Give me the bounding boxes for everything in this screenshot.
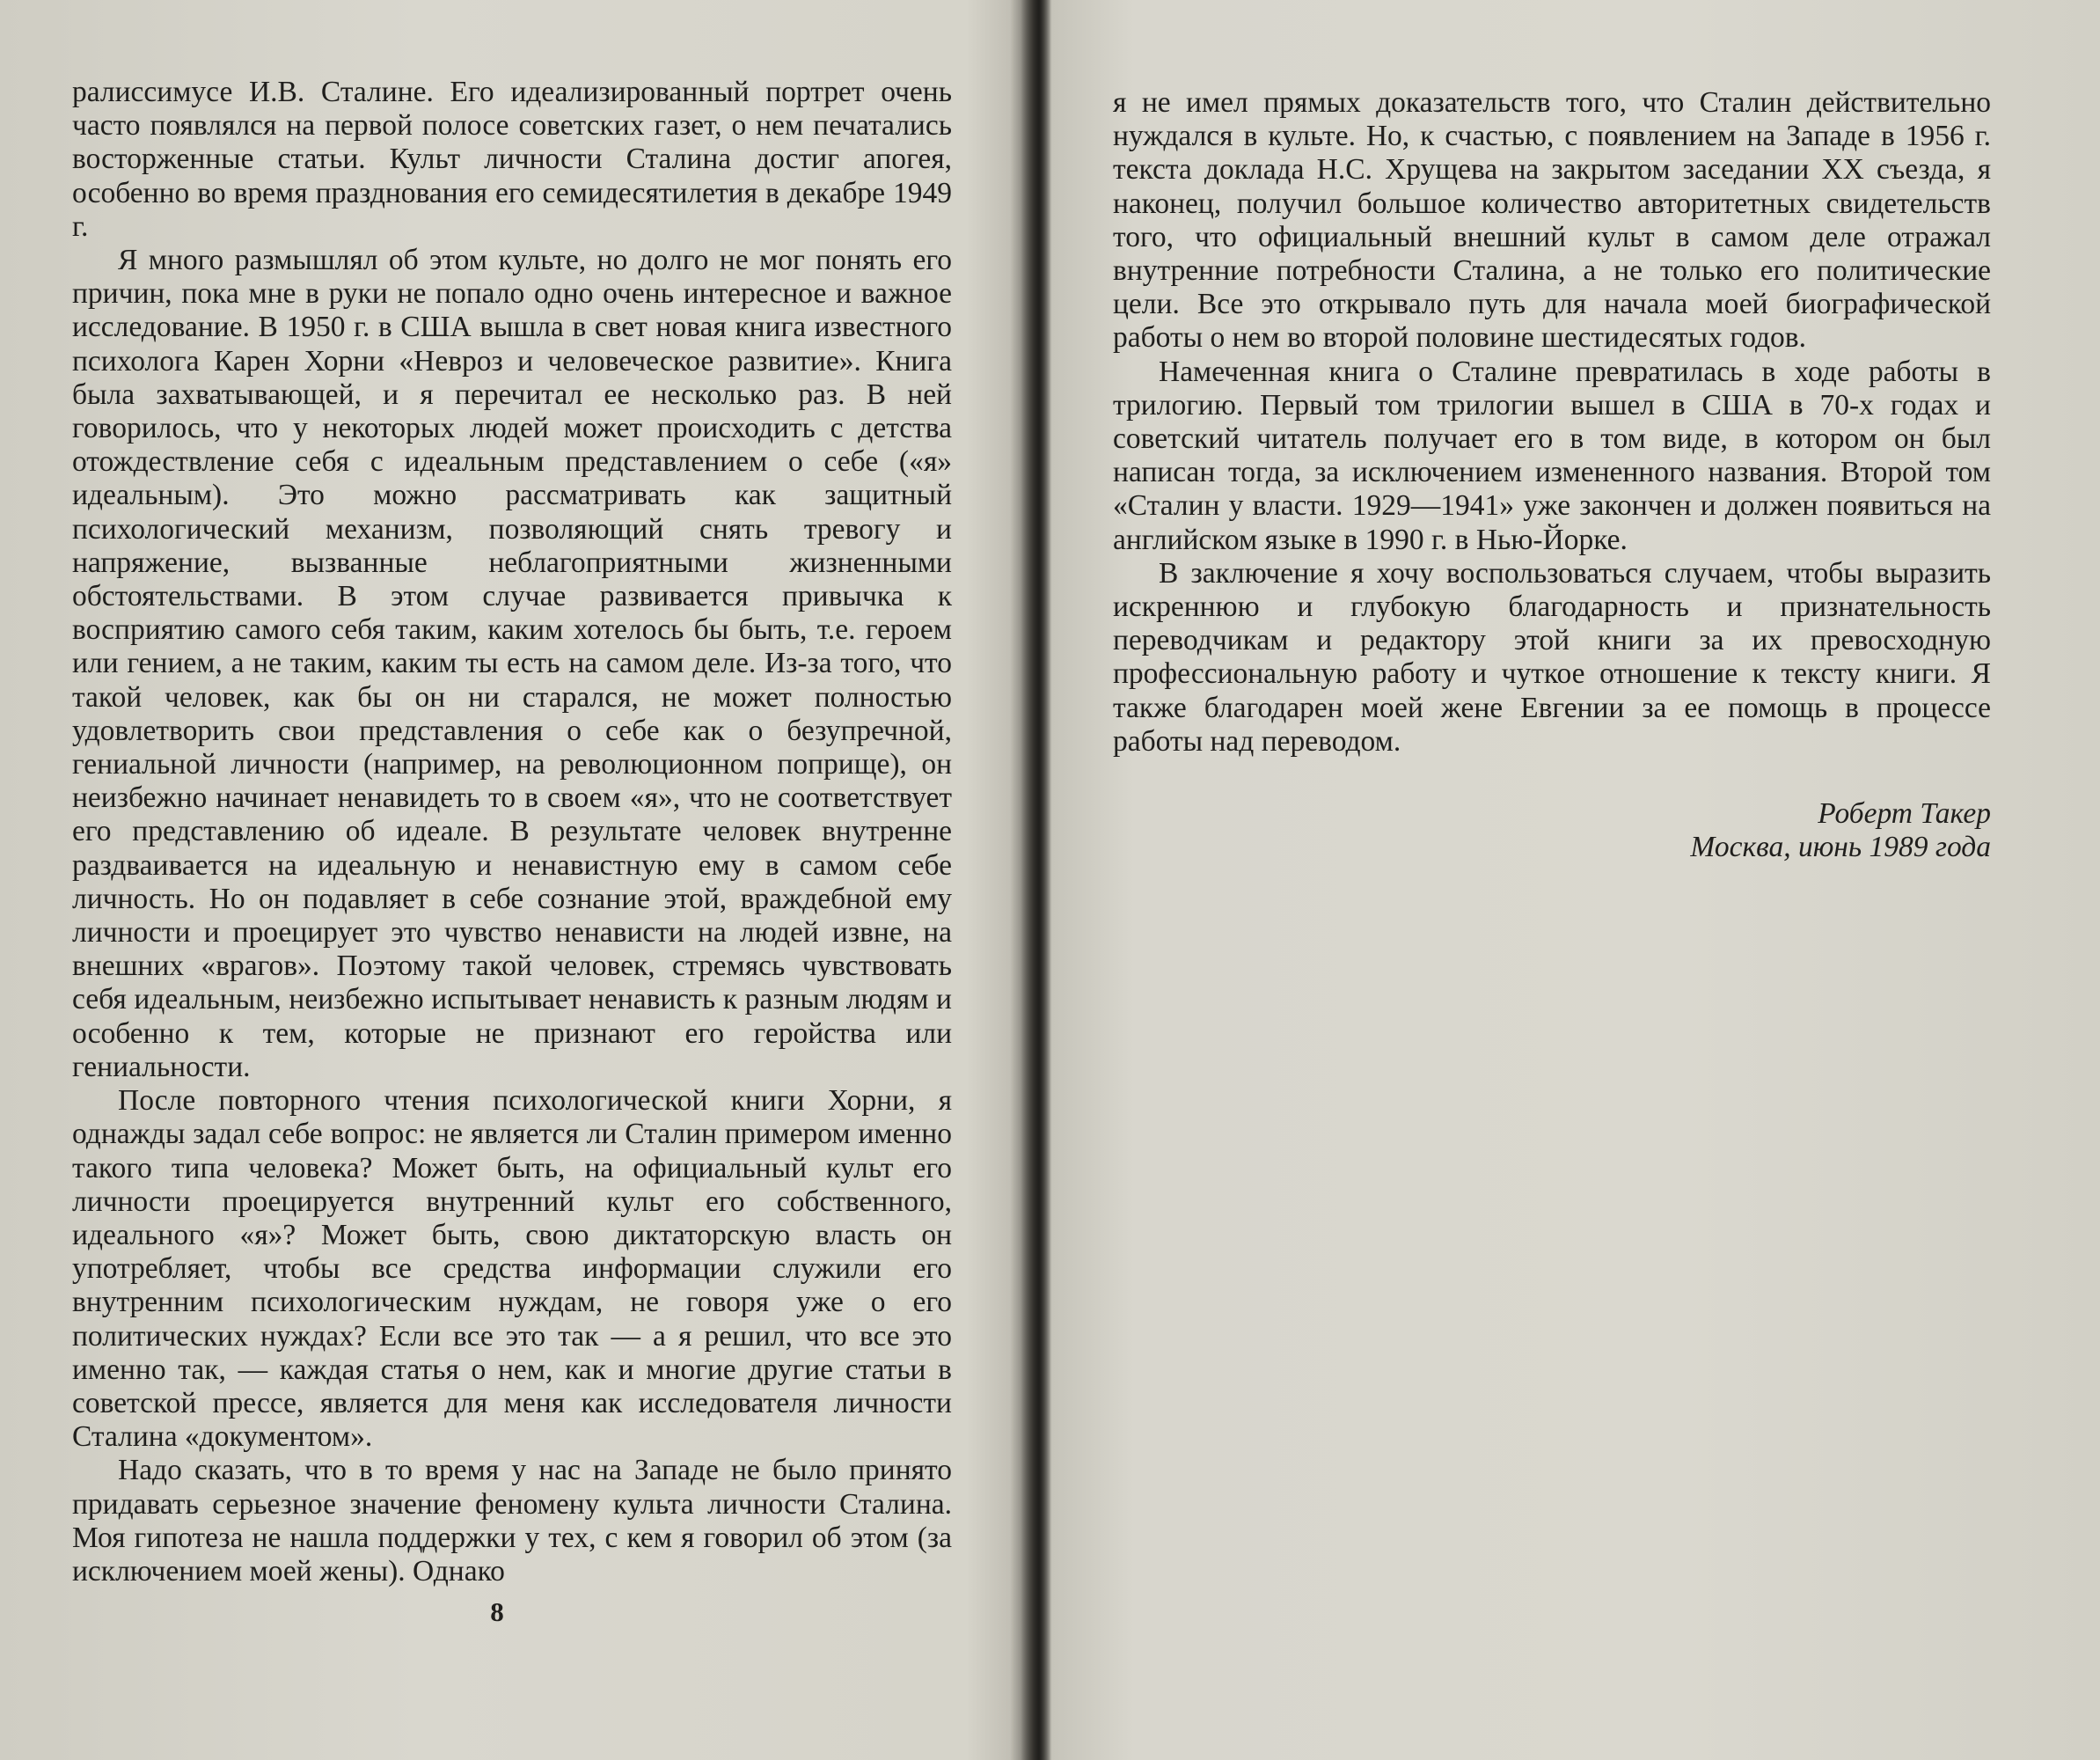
left-page bbox=[0, 0, 1021, 1760]
signature-author: Роберт Такер bbox=[1818, 797, 1991, 830]
book-gutter bbox=[1010, 0, 1050, 1760]
paragraph: Я много размышлял об этом культе, но долго не мог понять его причин, пока мне в руки не попало одно очень интересное и важное исследование. В 1950 г. в США вышла в свет новая книга известного психолога Карен Хорни «Невроз и человеческое развитие». Книга была захватывающей, и я перечитал ее несколько раз. В ней говорилось, что у некоторых людей может происходить с детства отождествление себя с идеальным представлением о себе («я» идеальным). Это можно рассматривать как защитный психологический механизм, позволяющий снять тревогу и напряжение, вызванные неблагоприятными жизненными обстоятельствами. В этом случае развивается привычка к восприятию самого себя таким, каким хотелось бы быть, т.е. героем или гением, а не таким, каким ты есть на самом деле. Из-за того, что такой человек, как бы он ни старался, не может полностью удовлетворить свои представления о себе как о безупречной, гениальной личности (например, на революционном поприще), он неизбежно начинает ненавидеть то в своем «я», что не соответствует его представлению об идеале. В результате человек внутренне раздваивается на идеальную и ненавистную ему в самом себе личность. Но он подавляет в себе сознание этой, враждебной ему личности и проецирует это чувство ненависти на людей извне, на внешних «врагов». Поэтому такой человек, стремясь чувствовать себя идеальным, неизбежно испытывает ненависть к разным людям и особенно к тем, которые не признают его геройства или гениальности. bbox=[72, 244, 952, 1083]
paragraph: ралиссимусе И.В. Сталине. Его идеализированный портрет очень часто появлялся на первой полосе советских газет, о нем печатались восторженные статьи. Культ личности Сталина достиг апогея, особенно во время празднования его семидесятилетия в декабре 1949 г. bbox=[72, 76, 952, 243]
paragraph: В заключение я хочу воспользоваться случаем, чтобы выразить искреннюю и глубокую благодарность и признательность переводчикам и редактору этой книги за их превосходную профессиональную работу и чуткое отношение к тексту книги. Я также благодарен моей жене Евгении за ее помощь в процессе работы над переводом. bbox=[1113, 556, 1991, 758]
right-page-text bbox=[1113, 86, 1991, 759]
left-page-text bbox=[72, 76, 952, 1588]
signature-block bbox=[1690, 797, 1991, 864]
page-number: 8 bbox=[490, 1596, 504, 1627]
paragraph: я не имел прямых доказательств того, что Сталин действительно нуждался в культе. Но, к счастью, с появлением на Западе в 1956 г. текста доклада Н.С. Хрущева на закрытом заседании XX съезда, я наконец, получил большое количество авторитетных свидетельств того, что официальный внешний культ в самом деле отражал внутренние потребности Сталина, а не только его политические цели. Все это открывало путь для начала моей биографической работы о нем во второй половине шестидесятых годов. bbox=[1113, 86, 1991, 355]
paragraph: Надо сказать, что в то время у нас на Западе не было принято придавать серьезное значение феномену культа личности Сталина. Моя гипотеза не нашла поддержки у тех, с кем я говорил об этом (за исключением моей жены). Однако bbox=[72, 1454, 952, 1588]
signature-place-date: Москва, июнь 1989 года bbox=[1690, 831, 1991, 863]
paragraph: Намеченная книга о Сталине превратилась в ходе работы в трилогию. Первый том трилогии вышел в США в 70-х годах и советский читатель получает его в том виде, в котором он был написан тогда, за исключением измененного названия. Второй том «Сталин у власти. 1929—1941» уже закончен и должен появиться на английском языке в 1990 г. в Нью-Йорке. bbox=[1113, 355, 1991, 556]
paragraph: После повторного чтения психологической книги Хорни, я однажды задал себе вопрос: не является ли Сталин примером именно такого типа человека? Может быть, на официальный культ его личности проецируется внутренний культ его собственного, идеального «я»? Может быть, свою диктаторскую власть он употребляет, чтобы все средства информации служили его внутренним психологическим нуждам, не говоря уже о его политических нуждах? Если все это так — а я решил, что все это именно так, — каждая статья о нем, как и многие другие статьи в советской прессе, является для меня как исследователя личности Сталина «документом». bbox=[72, 1084, 952, 1454]
